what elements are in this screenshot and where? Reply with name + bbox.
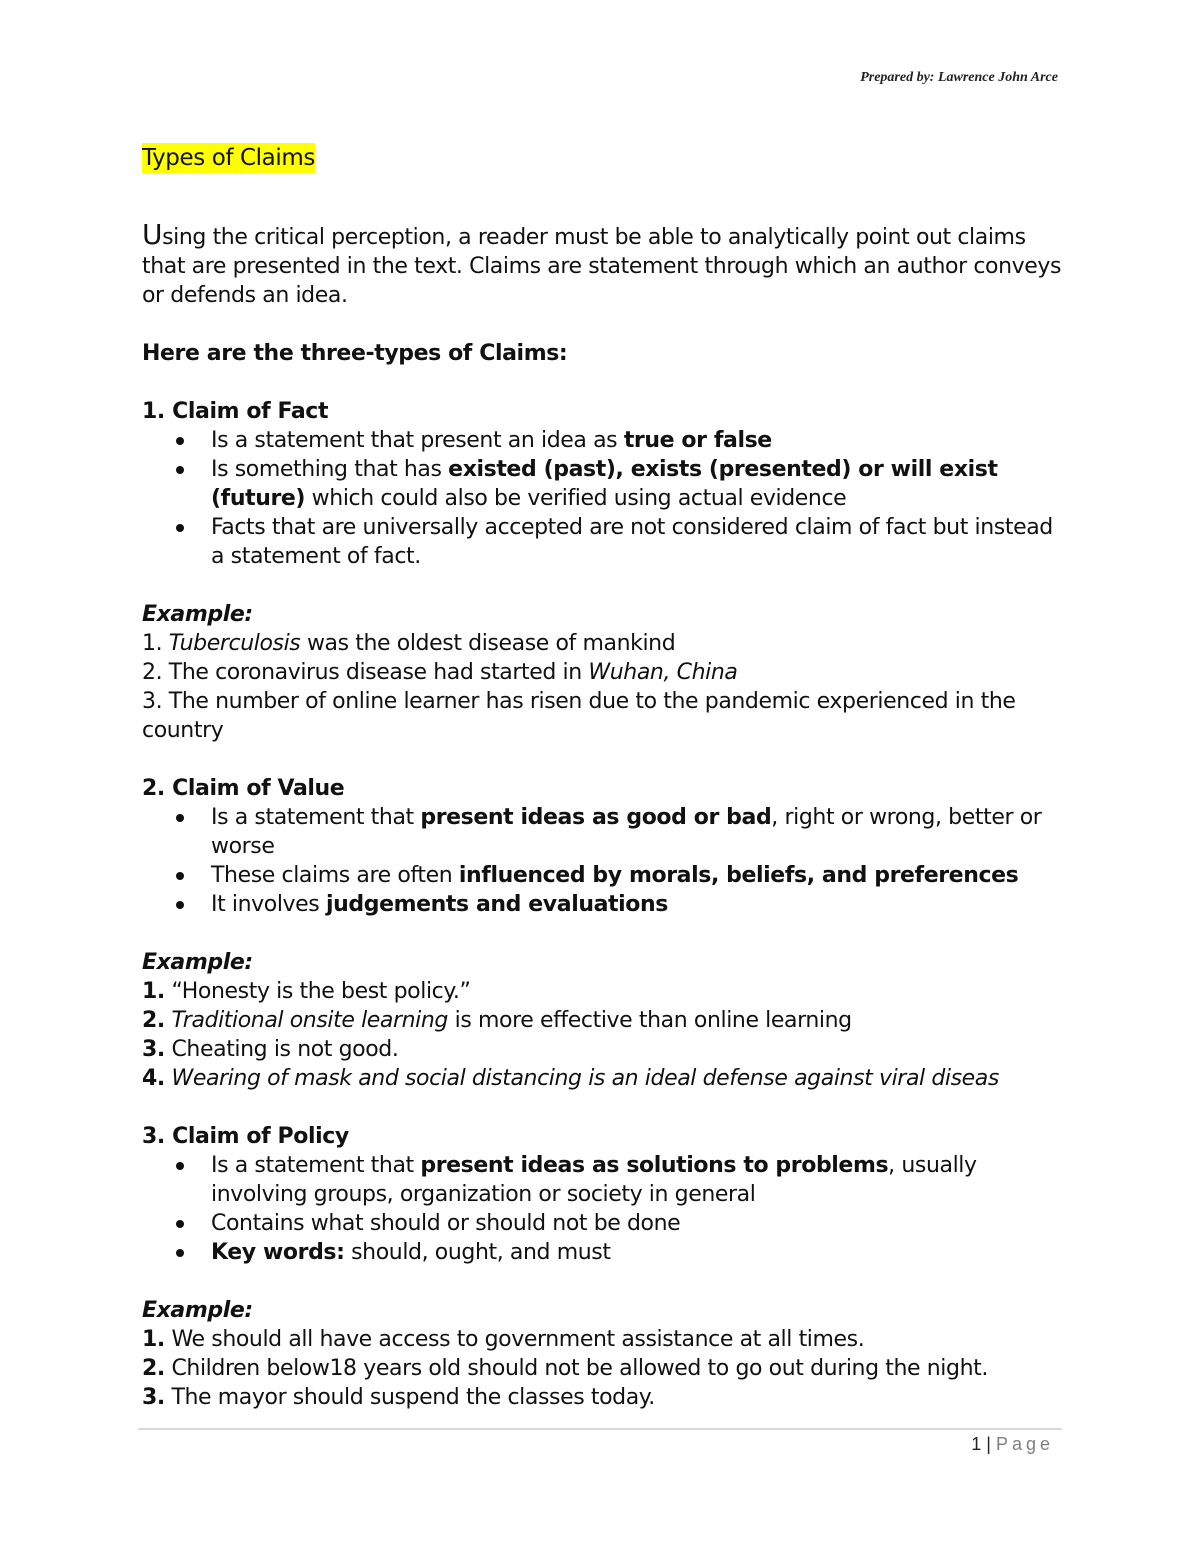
example-emphasis: Wearing of mask and social distancing is an ideal defense against viral diseas bbox=[164, 1066, 999, 1091]
footer-divider bbox=[138, 1428, 1062, 1430]
example-item bbox=[142, 1035, 1062, 1064]
example-text: Children below18 years old should not be allowed to go out during the night. bbox=[164, 1356, 988, 1381]
bullet-item: Contains what should or should not be done bbox=[211, 1209, 1062, 1238]
example-number: 1. bbox=[142, 1327, 165, 1352]
example-text: We should all have access to government assistance at all times. bbox=[164, 1327, 865, 1352]
page-label: Page bbox=[995, 1434, 1054, 1454]
drop-cap: U bbox=[142, 218, 163, 251]
bullet-emphasis: existed (past), exists (presented) or will exist (future) bbox=[211, 457, 998, 511]
bullet-item bbox=[211, 861, 1062, 890]
policy-bullet-list bbox=[142, 1151, 1062, 1267]
example-number: 2. bbox=[142, 1008, 165, 1033]
bullet-text: It involves bbox=[211, 892, 326, 917]
example-item bbox=[142, 687, 1062, 745]
bullet-text: , usually involving groups, organization or society in general bbox=[211, 1153, 977, 1207]
example-item bbox=[142, 1383, 1062, 1412]
example-number: 3. bbox=[142, 1037, 165, 1062]
example-text: The number of online learner has risen due to the pandemic experienced in the country bbox=[142, 689, 1016, 743]
document-body bbox=[142, 143, 1062, 1412]
example-text: Cheating is not good. bbox=[164, 1037, 399, 1062]
example-emphasis: Tuberculosis bbox=[168, 631, 301, 656]
example-item bbox=[142, 1006, 1062, 1035]
example-number: 1. bbox=[142, 979, 165, 1004]
bullet-emphasis: influenced by morals, beliefs, and preferences bbox=[458, 863, 1019, 888]
example-number: 2. bbox=[142, 1356, 165, 1381]
bullet-item bbox=[211, 890, 1062, 919]
bullet-text: These claims are often bbox=[211, 863, 459, 888]
bullet-emphasis: present ideas as good or bad bbox=[420, 805, 772, 830]
example-heading: Example: bbox=[142, 602, 253, 627]
example-number: 1. bbox=[142, 631, 163, 656]
bullet-item bbox=[211, 1238, 1062, 1267]
fact-bullet-list bbox=[142, 426, 1062, 571]
example-number: 2. bbox=[142, 660, 163, 685]
lead-sentence: Here are the three-types of Claims: bbox=[142, 341, 568, 366]
value-bullet-list bbox=[142, 803, 1062, 919]
page-footer bbox=[971, 1434, 1054, 1455]
bullet-item bbox=[211, 1151, 1062, 1209]
example-item bbox=[142, 1325, 1062, 1354]
example-heading: Example: bbox=[142, 950, 253, 975]
example-item bbox=[142, 629, 1062, 658]
bullet-item: Facts that are universally accepted are not considered claim of fact but instead a statement of fact. bbox=[211, 513, 1062, 571]
bullet-text: Is a statement that bbox=[211, 805, 421, 830]
document-title: Types of Claims bbox=[142, 145, 315, 171]
bullet-text: Is a statement that bbox=[211, 1153, 421, 1178]
intro-text: sing the critical perception, a reader must be able to analytically point out claims that are presented in the text. Claims are statement through which an author conveys or defends an idea. bbox=[142, 225, 1062, 308]
bullet-text: Is something that has bbox=[211, 457, 449, 482]
section-heading-policy: 3. Claim of Policy bbox=[142, 1124, 349, 1149]
example-item bbox=[142, 1064, 1062, 1093]
example-number: 4. bbox=[142, 1066, 165, 1091]
example-heading: Example: bbox=[142, 1298, 253, 1323]
footer-separator: | bbox=[981, 1434, 996, 1454]
bullet-text: which could also be verified using actual evidence bbox=[305, 486, 847, 511]
example-emphasis: Traditional onsite learning bbox=[164, 1008, 449, 1033]
page-header: Prepared by: Lawrence John Arce bbox=[860, 70, 1058, 85]
bullet-item bbox=[211, 455, 1062, 513]
example-text: “Honesty is the best policy.” bbox=[164, 979, 471, 1004]
intro-paragraph bbox=[142, 220, 1062, 310]
example-item bbox=[142, 1354, 1062, 1383]
bullet-emphasis: Key words: bbox=[211, 1240, 345, 1265]
section-heading-value: 2. Claim of Value bbox=[142, 776, 345, 801]
bullet-text: , right or wrong, better or worse bbox=[211, 805, 1042, 859]
bullet-item bbox=[211, 426, 1062, 455]
example-number: 3. bbox=[142, 1385, 165, 1410]
example-number: 3. bbox=[142, 689, 163, 714]
bullet-emphasis: judgements and evaluations bbox=[325, 892, 668, 917]
example-text: The mayor should suspend the classes today. bbox=[164, 1385, 655, 1410]
example-emphasis: Wuhan, China bbox=[588, 660, 738, 685]
bullet-item bbox=[211, 803, 1062, 861]
example-text: The coronavirus disease had started in bbox=[162, 660, 589, 685]
example-text: was the oldest disease of mankind bbox=[300, 631, 676, 656]
example-item bbox=[142, 658, 1062, 687]
bullet-text: Is a statement that present an idea as bbox=[211, 428, 624, 453]
bullet-emphasis: present ideas as solutions to problems bbox=[420, 1153, 889, 1178]
example-text: is more effective than online learning bbox=[448, 1008, 852, 1033]
section-heading-fact: 1. Claim of Fact bbox=[142, 399, 329, 424]
bullet-text: should, ought, and must bbox=[344, 1240, 611, 1265]
example-item bbox=[142, 977, 1062, 1006]
bullet-emphasis: true or false bbox=[623, 428, 772, 453]
page-number: 1 bbox=[971, 1434, 982, 1454]
